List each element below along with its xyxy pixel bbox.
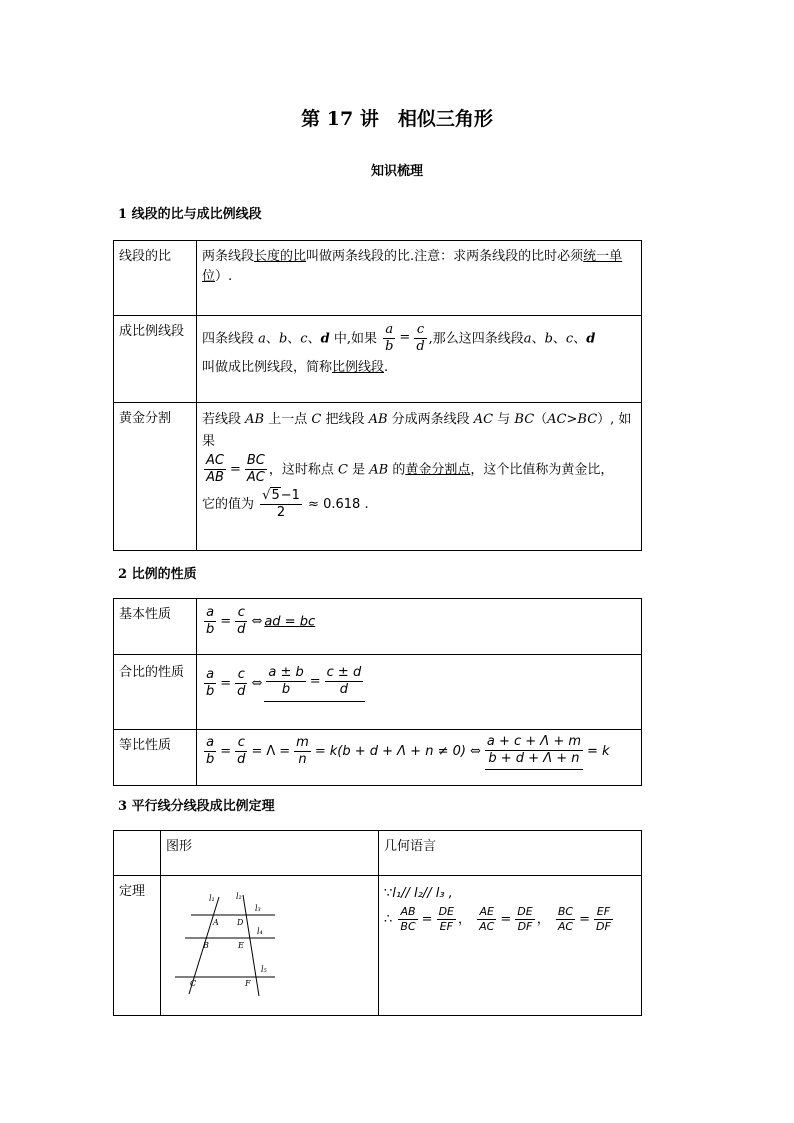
text: ，这个比值称为黄金比， [470, 462, 614, 478]
geometry-statement [379, 876, 642, 1016]
fraction-c-d [235, 667, 247, 701]
label-A: A [213, 918, 219, 927]
sep: 、 [573, 331, 587, 347]
row-content [197, 241, 642, 316]
den: d [237, 752, 246, 768]
fraction-a-b [383, 322, 395, 356]
section-subtitle: 知识梳理 [370, 164, 423, 179]
var: AB [368, 412, 388, 427]
iff-symbol: ⇔ [251, 614, 263, 629]
num: AE [477, 905, 496, 920]
var-d: d [320, 331, 330, 347]
num: a [204, 667, 216, 684]
num: c [414, 322, 426, 339]
table-row [114, 730, 642, 786]
den: DF [595, 920, 611, 934]
var: AB [245, 412, 265, 427]
proportion-properties-table [113, 598, 642, 786]
underlined-term: 长度的比 [254, 249, 307, 264]
den: DF [517, 920, 533, 934]
fraction-bc-ac [245, 453, 267, 487]
num: a [204, 605, 216, 622]
var-b: b [278, 331, 288, 347]
text: 的 [388, 462, 406, 478]
var: AB [369, 462, 389, 478]
lhs: ad [264, 614, 281, 630]
row-label: 定理 [114, 876, 161, 1016]
comma: ， [536, 912, 550, 928]
table-row [114, 599, 642, 655]
text: ,那么这四条线段 [428, 331, 524, 347]
var-c: c [300, 331, 308, 347]
parallel-lines-figure [173, 880, 293, 1004]
fraction-ac-ab [204, 453, 226, 487]
num: DE [438, 905, 454, 919]
sep: 、 [307, 331, 321, 347]
den: d [339, 682, 349, 698]
text: ，这时称点 [268, 462, 339, 478]
text: 上一点 [264, 412, 312, 427]
eq: = [284, 614, 296, 630]
page-title: 第 17 讲 相似三角形 [301, 108, 493, 130]
num: c [235, 735, 247, 752]
var-a: a [258, 331, 266, 347]
iff-symbol: ⇔ [469, 744, 481, 759]
den: d [416, 339, 425, 355]
fraction-sum-d [325, 665, 364, 699]
fraction-m-n [294, 735, 311, 769]
num: c [235, 667, 247, 684]
num: a ± b [266, 665, 305, 682]
label-F: F [245, 979, 251, 988]
table-row [114, 403, 642, 551]
den: b [281, 682, 291, 698]
column-header: 几何语言 [379, 831, 642, 876]
den: b [206, 683, 215, 699]
den: BC [400, 920, 416, 934]
fraction [556, 905, 575, 934]
den: b [206, 622, 215, 638]
label-l1: l₁ [209, 894, 215, 903]
text: . [364, 496, 369, 512]
table-header-row [114, 831, 642, 876]
row-label: 黄金分割 [114, 403, 197, 551]
sep: 、 [552, 331, 566, 347]
text: （ [534, 412, 548, 427]
label-l5: l₅ [261, 965, 267, 974]
num: √5−1 [260, 487, 302, 505]
text: 分成两条线段 [387, 412, 474, 427]
num: c [235, 605, 247, 622]
den: n [298, 752, 307, 768]
text: ）. [215, 268, 233, 284]
comma: ， [457, 912, 471, 928]
row-content: $\frac{a}{b}$ = $\frac{c}{d}$ = Λ = $\frac{m}{n}$ = k(b + d + Λ + n ≠ 0) ⇔ $\frac{a + c + \Lambda + m}{b + d + \Lambda + n}$ = k [197, 730, 642, 786]
fraction [594, 905, 613, 934]
den: d [237, 683, 246, 699]
conclusion: ∴ $\frac{AB}{BC}$ = $\frac{DE}{EF}$ ， $\frac{AE}{AC}$ = $\frac{DE}{DF}$ ， $\frac{BC}{AC}$ = $\frac{EF}{DF}$ [384, 905, 611, 934]
num: c ± d [325, 665, 364, 682]
den: EF [439, 920, 453, 934]
var: C [311, 412, 322, 427]
var: C [338, 462, 348, 478]
fraction-c-d [414, 322, 426, 356]
text: 它的值为 [202, 496, 255, 512]
underlined-term: 比例线段 [332, 359, 385, 375]
fraction [477, 905, 496, 934]
num: a [204, 735, 216, 752]
num: BC [557, 905, 574, 919]
fraction-golden-ratio [260, 487, 302, 522]
num: AC [204, 453, 226, 470]
label-l2: l₂ [236, 892, 242, 901]
den: b [385, 339, 394, 355]
given-statement: ∵l₁// l₂// l₃ , [384, 886, 453, 901]
fraction-a-b [204, 667, 216, 701]
text: 中,如果 [333, 331, 377, 347]
table-row [114, 241, 642, 316]
fraction-c-d [235, 735, 247, 769]
label-E: E [238, 941, 244, 950]
row-label: 等比性质 [114, 730, 197, 786]
fraction-a-b [204, 605, 216, 639]
den: 2 [276, 504, 286, 520]
label-l3: l₃ [255, 904, 261, 913]
fraction [437, 905, 456, 934]
num: a + c + Λ + m [485, 734, 583, 751]
heading-section-3: 3 平行线分线段成比例定理 [118, 799, 275, 814]
rhs: bc [299, 614, 316, 630]
iff-symbol: ⇔ [251, 675, 263, 691]
var-c: c [565, 331, 574, 347]
row-label: 成比例线段 [114, 316, 197, 403]
text: ）, 如果 [202, 412, 632, 450]
den: AC [479, 920, 495, 934]
var: AC [473, 412, 494, 427]
text: 叫做两条线段的比.注意：求两条线段的比时必须 [306, 249, 584, 264]
sep: 、 [265, 331, 279, 347]
den: AC [246, 470, 265, 486]
table-row [114, 316, 642, 403]
underlined-term: 黄金分割点 [405, 462, 471, 478]
num: m [294, 735, 311, 752]
cross-product [264, 614, 315, 629]
row-content: 四条线段 a、b、c、d 中,如果 $\frac{a}{b}$ = $\frac{c}{d}$ ,那么这四条线段a、b、c、d 叫做成比例线段，简称比例线段. [197, 316, 642, 403]
num: a [383, 322, 395, 339]
label-B: B [203, 941, 209, 950]
ellipsis: Λ [266, 744, 276, 759]
text: 与 [493, 412, 515, 427]
parallel-lines-theorem-table [113, 830, 642, 1016]
segment-ratio-table [113, 240, 642, 551]
fraction-c-d [235, 605, 247, 639]
row-content: 若线段 AB 上一点 C 把线段 AB 分成两条线段 AC 与 BC（AC>BC）, 如果 $\frac{AC}{AB}$ = $\frac{BC}{AC}$ ，这时称点 C 是 AB 的黄金分割点，这个比值称为黄金比， 它的值为 $\frac{√5-1}{2}$ ≈ 0.618 . [197, 403, 642, 551]
sep: 、 [287, 331, 301, 347]
text: 把线段 [321, 412, 369, 427]
num: EF [594, 905, 613, 920]
figure-cell [161, 876, 379, 1016]
fraction [398, 905, 417, 934]
text: 若线段 [202, 412, 246, 427]
text: 是 [347, 462, 370, 478]
den: AC [557, 920, 574, 934]
minus-one: −1 [280, 487, 300, 503]
fraction-sum-b [266, 665, 305, 699]
table-row [114, 655, 642, 730]
therefore-symbol: ∴ [384, 912, 393, 928]
fraction-sums [485, 734, 583, 770]
equals-k: = k [587, 744, 610, 759]
heading-section-1: 1 线段的比与成比例线段 [118, 207, 262, 222]
heading-section-2: 2 比例的性质 [118, 567, 197, 582]
text: 叫做成比例线段，简称 [202, 359, 333, 375]
num: BC [245, 453, 267, 470]
den: b [206, 752, 215, 768]
row-content: $\frac{a}{b}$ = $\frac{c}{d}$ ⇔ $\frac{a \pm b}{b}$ = $\frac{c \pm d}{d}$ [197, 655, 642, 730]
golden-value: ≈ 0.618 [308, 496, 361, 512]
condition: k(b + d + Λ + n ≠ 0) [329, 744, 466, 759]
label-l4: l₄ [257, 927, 263, 936]
den: AB [206, 470, 224, 486]
text: . [384, 359, 389, 375]
var-a: a [523, 331, 532, 347]
num: AB [398, 905, 417, 920]
underlined-equation: $\frac{a \pm b}{b}$ = $\frac{c \pm d}{d}$ [264, 665, 365, 702]
sep: 、 [531, 331, 545, 347]
underlined-term: 统一单位 [202, 249, 623, 284]
column-header: 图形 [161, 831, 379, 876]
row-content: $\frac{a}{b}$ = $\frac{c}{d}$ ⇔ ad = bc [197, 599, 642, 655]
label-D: D [237, 918, 244, 927]
var: BC [514, 412, 535, 427]
table-row [114, 876, 642, 1016]
row-label: 合比的性质 [114, 655, 197, 730]
den: d [237, 622, 246, 638]
row-label: 基本性质 [114, 599, 197, 655]
condition: AC>BC [547, 412, 598, 427]
text: 两条线段 [202, 249, 255, 264]
row-label: 线段的比 [114, 241, 197, 316]
fraction [515, 905, 534, 934]
fraction-a-b [204, 735, 216, 769]
num: DE [517, 905, 533, 919]
text: 四条线段 [202, 331, 255, 347]
empty-header [114, 831, 161, 876]
label-C: C [190, 979, 197, 988]
radicand: 5 [271, 487, 280, 503]
den: b + d + Λ + n [488, 751, 580, 767]
var-b: b [544, 331, 553, 347]
var-d: d [586, 331, 596, 347]
